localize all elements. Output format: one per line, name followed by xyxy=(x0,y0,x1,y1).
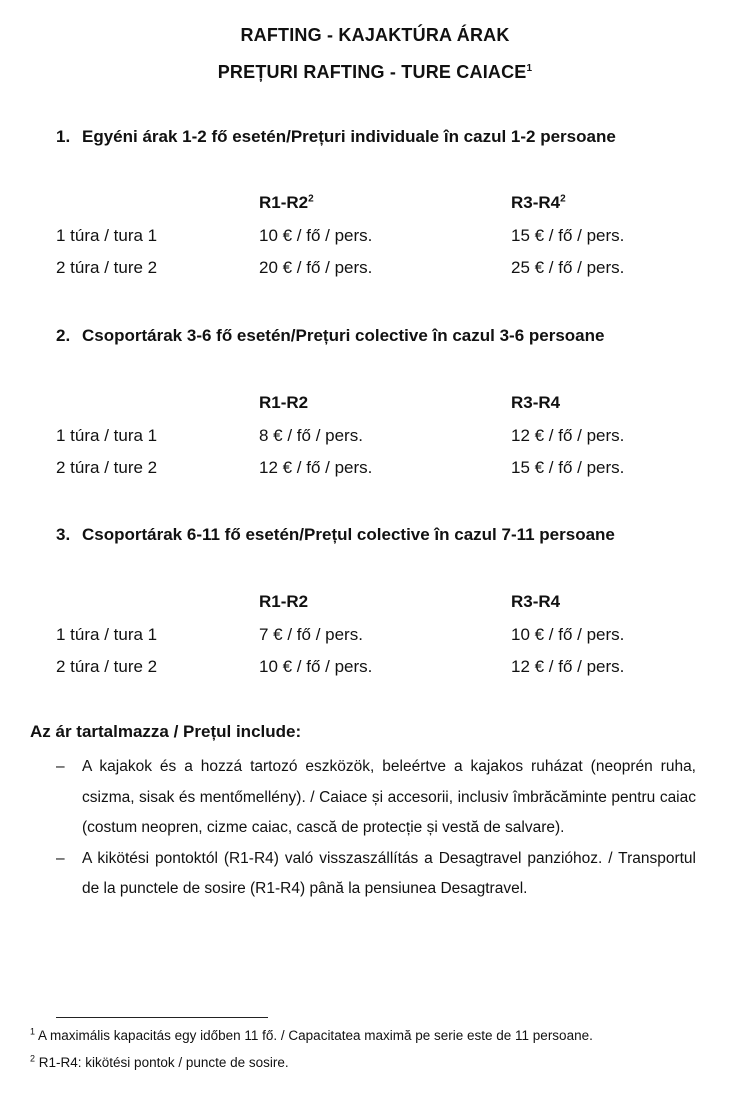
row-label: 1 túra / tura 1 xyxy=(56,624,158,644)
section-title: Csoportárak 3-6 fő esetén/Prețuri colective în cazul 3-6 persoane xyxy=(82,326,605,345)
page-title: RAFTING - KAJAKTÚRA ÁRAK xyxy=(240,25,510,45)
column-header-label: R1-R2 xyxy=(259,193,309,212)
table-header-row xyxy=(56,592,696,625)
includes-list xyxy=(56,752,696,905)
footnote-mark: 2 xyxy=(30,1053,36,1064)
price-table-3 xyxy=(56,592,696,690)
column-header-r3-r4 xyxy=(511,193,566,213)
column-header-r1-r2: R1-R2 xyxy=(259,592,309,611)
includes-heading: Az ár tartalmazza / Prețul include: xyxy=(30,722,302,741)
section-title: Egyéni árak 1-2 fő esetén/Prețuri individuale în cazul 1-2 persoane xyxy=(82,127,616,146)
footnote-ref-2: 2 xyxy=(560,193,566,205)
price-cell: 7 € / fő / pers. xyxy=(259,624,363,644)
table-row xyxy=(56,625,696,658)
page-subtitle xyxy=(0,62,750,83)
footnote-text: R1-R4: kikötési pontok / puncte de sosire. xyxy=(38,1055,289,1070)
list-item-text: A kajakok és a hozzá tartozó eszközök, beleértve a kajakos ruházat (neoprén ruha, csizma, sisak és mentőmellény). / Caiace și accesorii, inclusiv îmbrăcăminte pentru caiac (costum neopren, cizme caiac, cască de protecție și vestă de salvare). xyxy=(82,758,696,836)
list-item xyxy=(56,752,696,844)
row-label: 1 túra / tura 1 xyxy=(56,425,158,445)
price-cell: 15 € / fő / pers. xyxy=(511,225,625,245)
section-heading-3 xyxy=(56,525,615,545)
footnote-text: A maximális kapacitás egy időben 11 fő. / Capacitatea maximă pe serie este de 11 persoane. xyxy=(38,1028,593,1043)
row-label: 2 túra / ture 2 xyxy=(56,458,158,477)
table-header-row xyxy=(56,393,696,426)
price-cell: 25 € / fő / pers. xyxy=(511,258,625,277)
section-heading-2 xyxy=(56,326,604,346)
price-cell: 12 € / fő / pers. xyxy=(511,657,625,676)
footnote-2 xyxy=(30,1055,289,1070)
column-header-r3-r4: R3-R4 xyxy=(511,393,561,412)
table-row xyxy=(56,258,696,291)
table-row xyxy=(56,458,696,491)
price-cell: 10 € / fő / pers. xyxy=(511,624,625,644)
price-cell: 8 € / fő / pers. xyxy=(259,425,363,445)
section-number: 2. xyxy=(56,326,71,345)
dash-bullet-icon: – xyxy=(56,758,65,775)
price-table-2 xyxy=(56,393,696,491)
section-number: 3. xyxy=(56,525,71,544)
price-cell: 12 € / fő / pers. xyxy=(511,425,625,445)
column-header-r1-r2 xyxy=(259,193,314,213)
list-item-text: A kikötési pontoktól (R1-R4) való visszaszállítás a Desagtravel panzióhoz. / Transportul de la punctele de sosire (R1-R4) până la pensiunea Desagtravel. xyxy=(82,849,696,897)
price-cell: 10 € / fő / pers. xyxy=(259,225,373,245)
footnote-mark: 1 xyxy=(30,1026,36,1037)
column-header-label: R3-R4 xyxy=(511,193,561,212)
dash-bullet-icon: – xyxy=(56,849,65,867)
section-number: 1. xyxy=(56,127,71,146)
section-heading-1 xyxy=(56,127,616,147)
row-label: 1 túra / tura 1 xyxy=(56,225,158,245)
column-header-r1-r2: R1-R2 xyxy=(259,393,309,412)
price-table-1 xyxy=(56,193,696,291)
table-row xyxy=(56,426,696,459)
table-row xyxy=(56,226,696,259)
row-label: 2 túra / ture 2 xyxy=(56,258,158,277)
price-cell: 15 € / fő / pers. xyxy=(511,458,625,477)
price-cell: 10 € / fő / pers. xyxy=(259,657,373,676)
footnote-1 xyxy=(30,1028,593,1043)
row-label: 2 túra / ture 2 xyxy=(56,657,158,676)
footnote-ref-2: 2 xyxy=(308,193,314,205)
footnote-ref-1: 1 xyxy=(526,63,533,74)
section-title: Csoportárak 6-11 fő esetén/Prețul colective în cazul 7-11 persoane xyxy=(82,525,615,544)
subtitle-text: PREȚURI RAFTING - TURE CAIACE xyxy=(217,62,527,82)
table-row xyxy=(56,657,696,690)
table-header-row xyxy=(56,193,696,226)
list-item xyxy=(56,844,696,905)
column-header-r3-r4: R3-R4 xyxy=(511,592,561,611)
footnote-divider xyxy=(56,1017,268,1018)
price-cell: 20 € / fő / pers. xyxy=(259,258,373,277)
price-cell: 12 € / fő / pers. xyxy=(259,458,373,477)
